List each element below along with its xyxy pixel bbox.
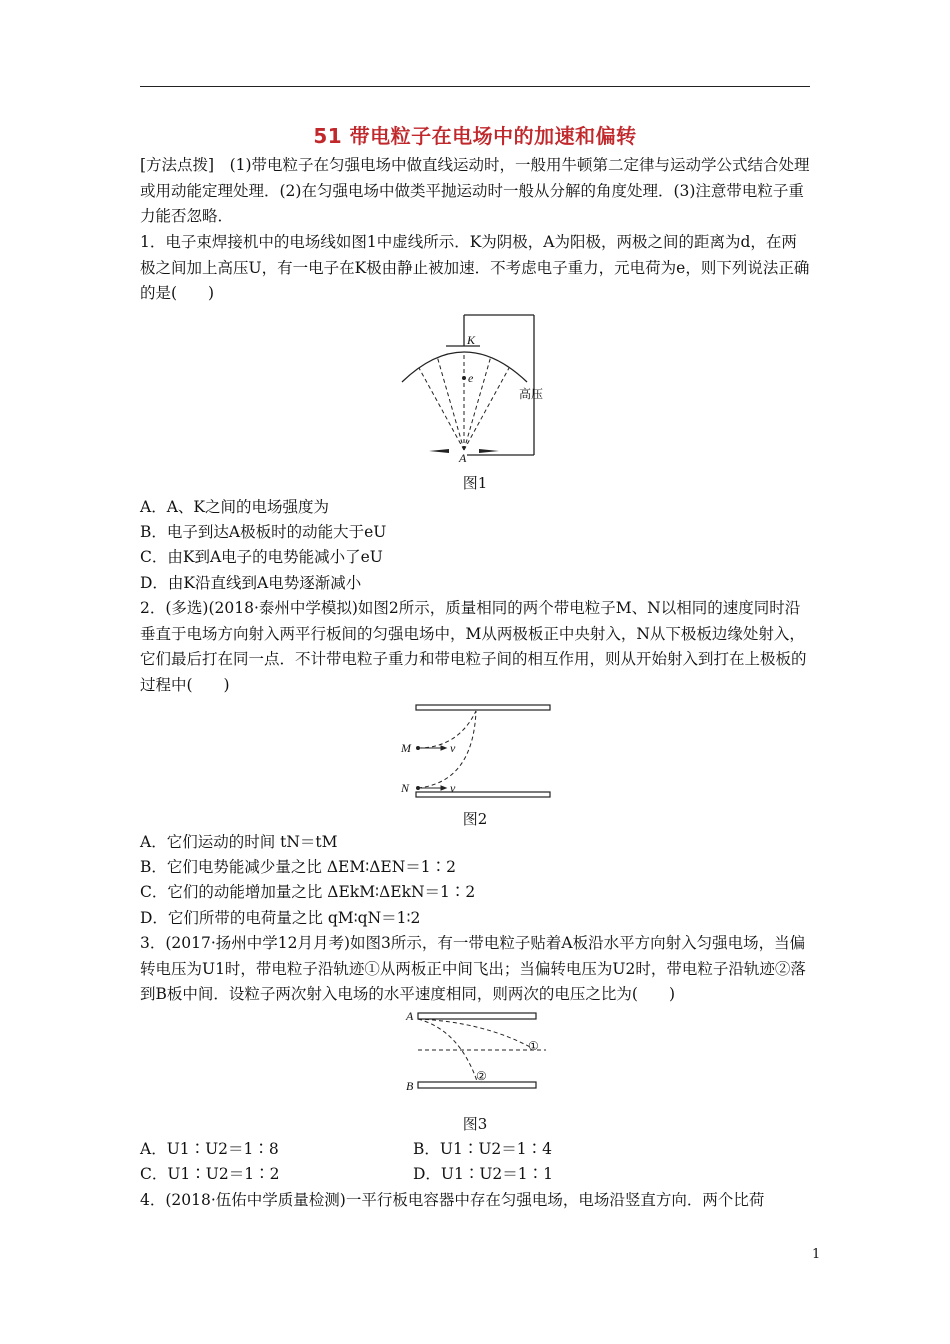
trajectories: [418, 711, 476, 788]
question-4: [140, 1188, 812, 1214]
label-k: K: [467, 333, 476, 347]
q1-option-b[interactable]: B．电子到达A极板时的动能大于eU: [140, 523, 387, 541]
page-number: 1: [812, 1247, 821, 1262]
question-1-stem: 1．电子束焊接机中的电场线如图1中虚线所示．K为阴极，A为阳极，两极之间的距离为d，在两极之间加上高压U，有一电子在K极由静止被加速．不考虑电子重力，元电荷为e，则下列说法正确的是( ): [140, 233, 810, 302]
q2-option-c[interactable]: C．它们的动能增加量之比 ΔEkM∶ΔEkN＝1∶2: [140, 883, 476, 901]
figure-1-caption: 图1: [462, 474, 488, 492]
q1-option-a[interactable]: A．A、K之间的电场强度为: [140, 498, 329, 516]
figure-3-caption: 图3: [462, 1115, 488, 1133]
page-title: 51 带电粒子在电场中的加速和偏转: [313, 124, 637, 148]
figure-2: [398, 700, 558, 800]
q2-option-b[interactable]: B．它们电势能减少量之比 ΔEM∶ΔEN＝1∶2: [140, 858, 457, 876]
question-2: [140, 596, 812, 698]
question-2-stem: 2．(多选)(2018·泰州中学模拟)如图2所示，质量相同的两个带电粒子M、N以相同的速度同时沿垂直于电场方向射入两平行板间的匀强电场中，M从两极板正中央射入，N从下极板边缘处射入，它们最后打在同一点．不计带电粒子重力和带电粒子间的相互作用，则从开始射入到打在上极板的过程中( ): [140, 599, 807, 694]
lower-plate: [416, 792, 550, 797]
label-v-n: v: [450, 781, 456, 795]
label-e: e: [468, 371, 474, 385]
q3-option-c[interactable]: C．U1∶U2＝1∶2: [140, 1165, 280, 1183]
upper-plate: [416, 705, 550, 710]
header-rule: [140, 86, 810, 87]
label-high-voltage: 高压: [519, 387, 544, 401]
question-1: [140, 230, 812, 307]
label-b: B: [406, 1079, 414, 1093]
q3-option-d[interactable]: D．U1∶U2＝1∶1: [413, 1165, 553, 1183]
q3-option-a[interactable]: A．U1∶U2＝1∶8: [140, 1140, 279, 1158]
label-m: M: [401, 741, 411, 755]
label-v-m: v: [450, 741, 456, 755]
q3-option-b[interactable]: B．U1∶U2＝1∶4: [413, 1140, 552, 1158]
method-text: [方法点拨] (1)带电粒子在匀强电场中做直线运动时，一般用牛顿第二定律与运动学公式结合处理或用动能定理处理．(2)在匀强电场中做类平抛运动时一般从分解的角度处理．(3)注意带电粒子重力能否忽略．: [140, 156, 810, 225]
label-trajectory-2: ②: [476, 1069, 487, 1083]
q1-option-c[interactable]: C．由K到A电子的电势能减小了eU: [140, 548, 383, 566]
label-trajectory-1: ①: [528, 1039, 539, 1053]
label-a: A: [406, 1009, 414, 1023]
q2-option-d[interactable]: D．它们所带的电荷量之比 qM∶qN＝1∶2: [140, 909, 421, 927]
field-lines: [419, 352, 509, 450]
figure-2-caption: 图2: [462, 810, 488, 828]
plate-a: [418, 1013, 536, 1019]
question-3: [140, 931, 812, 1008]
method-hint: [140, 153, 812, 230]
q1-option-d[interactable]: D．由K沿直线到A电势逐渐减小: [140, 574, 362, 592]
electron-dot: [462, 376, 466, 380]
figure-1: [397, 312, 557, 465]
q2-option-a[interactable]: A．它们运动的时间 tN＝tM: [140, 833, 338, 851]
figure-3: [404, 1010, 564, 1100]
question-3-stem: 3．(2017·扬州中学12月月考)如图3所示，有一带电粒子贴着A板沿水平方向射入匀强电场，当偏转电压为U1时，带电粒子沿轨迹①从两板正中间飞出；当偏转电压为U2时，带电粒子沿轨迹②落到B板中间．设粒子两次射入电场的水平速度相同，则两次的电压之比为( ): [140, 934, 806, 1003]
label-a: A: [459, 451, 467, 465]
label-n: N: [401, 781, 410, 795]
question-4-stem: 4．(2018·伍佑中学质量检测)一平行板电容器中存在匀强电场，电场沿竖直方向．两个比荷: [140, 1191, 765, 1209]
